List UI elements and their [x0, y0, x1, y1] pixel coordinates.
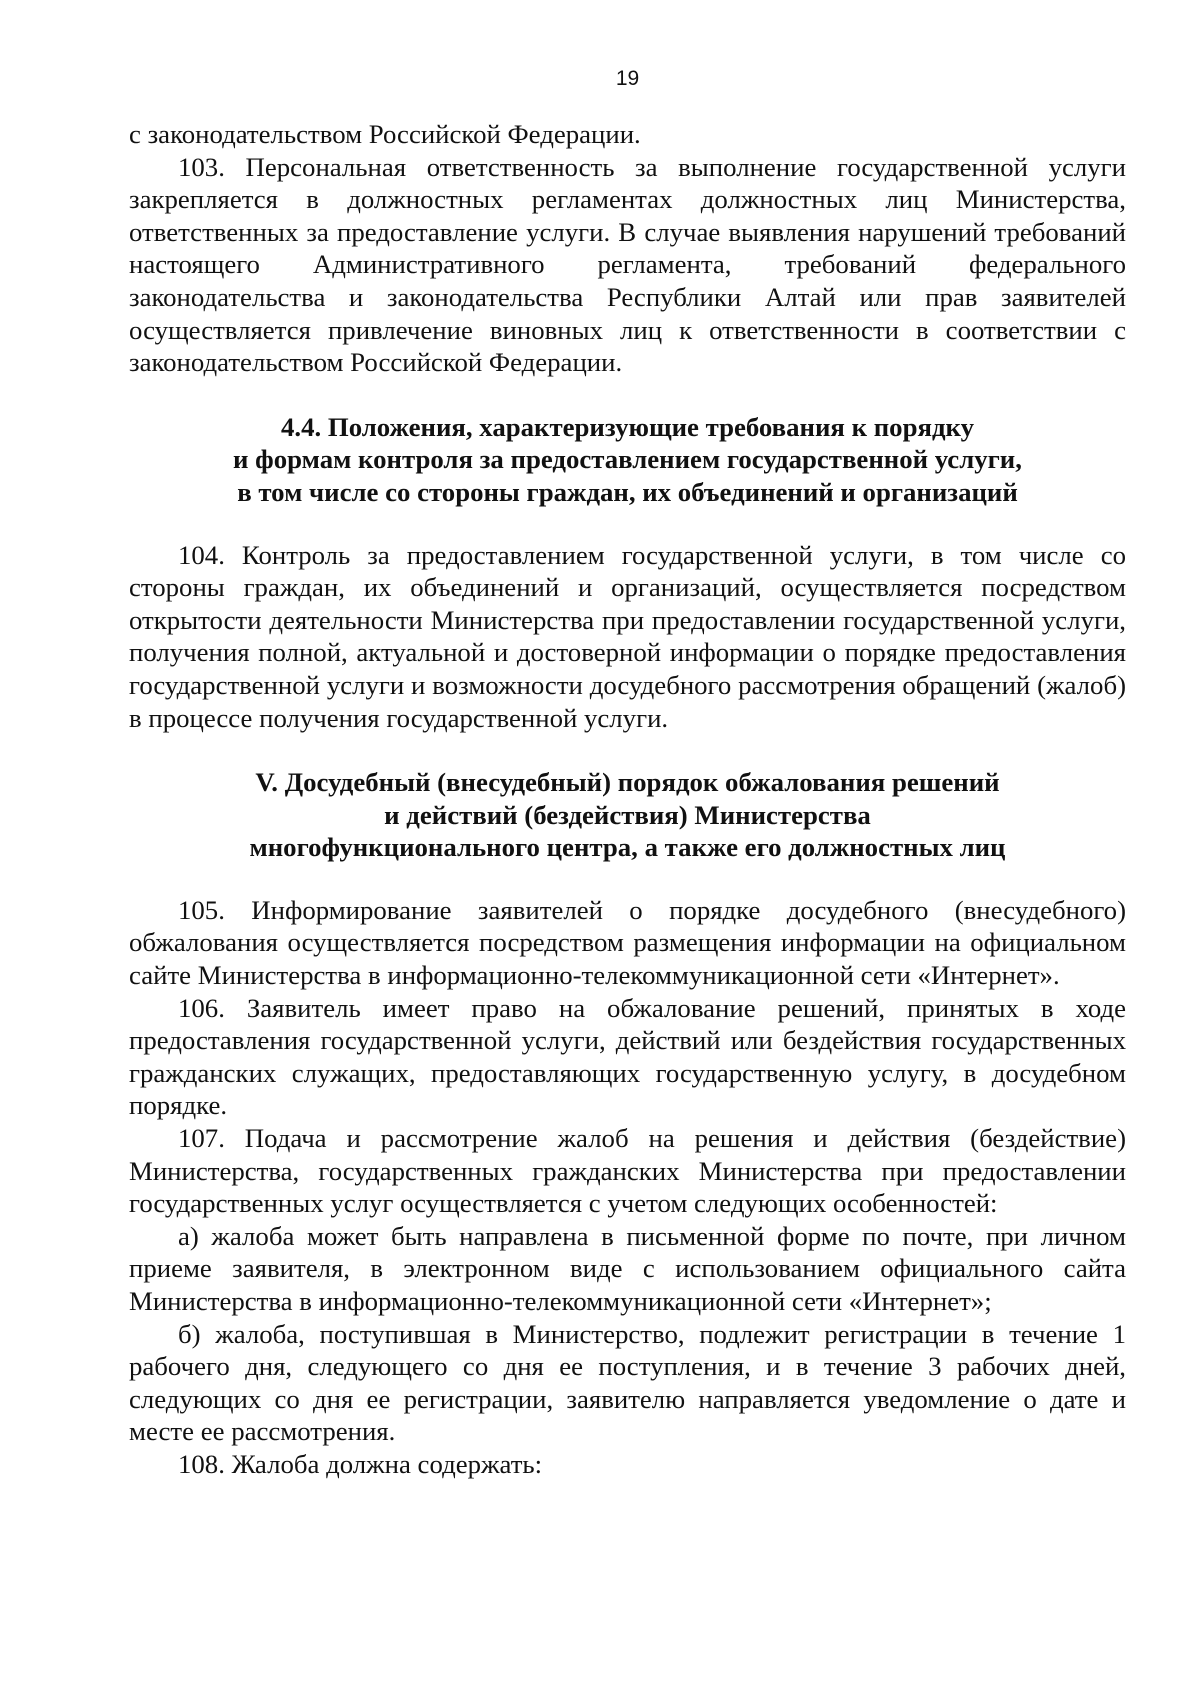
- paragraph-106: 106. Заявитель имеет право на обжалование решений, принятых в ходе предоставления государственной услуги, действий или бездействия государственных гражданских служащих, предоставляющих государственную услугу, в досудебном порядке.: [129, 992, 1126, 1121]
- heading-line: в том числе со стороны граждан, их объединений и организаций: [237, 476, 1018, 507]
- paragraph-103: 103. Персональная ответственность за выполнение государственной услуги закрепляется в должностных регламентах должностных лиц Министерства, ответственных за предоставление услуги. В случае выявления нарушений требований настоящего Административного регламента, требований федерального законодательства и законодательства Республики Алтай или прав заявителей осуществляется привлечение виновных лиц к ответственности в соответствии с законодательством Российской Федерации.: [129, 151, 1126, 378]
- paragraph-continuation: с законодательством Российской Федерации.: [129, 119, 641, 149]
- heading-line: и действий (бездействия) Министерства: [384, 799, 871, 830]
- paragraph-107: 107. Подача и рассмотрение жалоб на решения и действия (бездействие) Министерства, государственных гражданских Министерства при предоставлении государственных услуг осуществляется с учетом следующих особенностей:: [129, 1123, 1126, 1219]
- document-body: [129, 118, 1126, 1481]
- paragraph-107-b: б) жалоба, поступившая в Министерство, подлежит регистрации в течение 1 рабочего дня, следующего со дня ее поступления, и в течение 3 рабочих дней, следующих со дня ее регистрации, заявителю направляется уведомление о дате и месте ее рассмотрения.: [129, 1318, 1126, 1447]
- paragraph-108: 108. Жалоба должна содержать:: [178, 1448, 543, 1479]
- heading-line: и формам контроля за предоставлением государственной услуги,: [233, 444, 1022, 475]
- spacer: [129, 379, 1126, 411]
- page-number: 19: [615, 67, 640, 90]
- heading-line: V. Досудебный (внесудебный) порядок обжалования решений: [255, 767, 1000, 798]
- section-heading-5: [129, 766, 1126, 864]
- heading-line: 4.4. Положения, характеризующие требования к порядку: [280, 411, 974, 442]
- heading-line: многофункционального центра, а также его должностных лиц: [249, 832, 1006, 863]
- paragraph-105: 105. Информирование заявителей о порядке досудебного (внесудебного) обжалования осуществляется посредством размещения информации на официальном сайте Министерства в информационно-телекоммуникационной сети «Интернет».: [129, 894, 1126, 991]
- section-heading-4-4: [129, 411, 1126, 509]
- document-page: [129, 66, 1126, 1481]
- spacer: [129, 734, 1126, 766]
- spacer: [129, 509, 1126, 539]
- paragraph-104: 104. Контроль за предоставлением государственной услуги, в том числе со стороны граждан, их объединений и организаций, осуществляется посредством открытости деятельности Министерства при предоставлении государственной услуги, получения полной, актуальной и достоверной информации о порядке предоставления государственной услуги и возможности досудебного рассмотрения обращений (жалоб) в процессе получения государственной услуги.: [129, 539, 1126, 733]
- paragraph-107-a: а) жалоба может быть направлена в письменной форме по почте, при личном приеме заявителя, в электронном виде с использованием официального сайта Министерства в информационно-телекоммуникационной сети «Интернет»;: [129, 1220, 1126, 1316]
- spacer: [129, 864, 1126, 894]
